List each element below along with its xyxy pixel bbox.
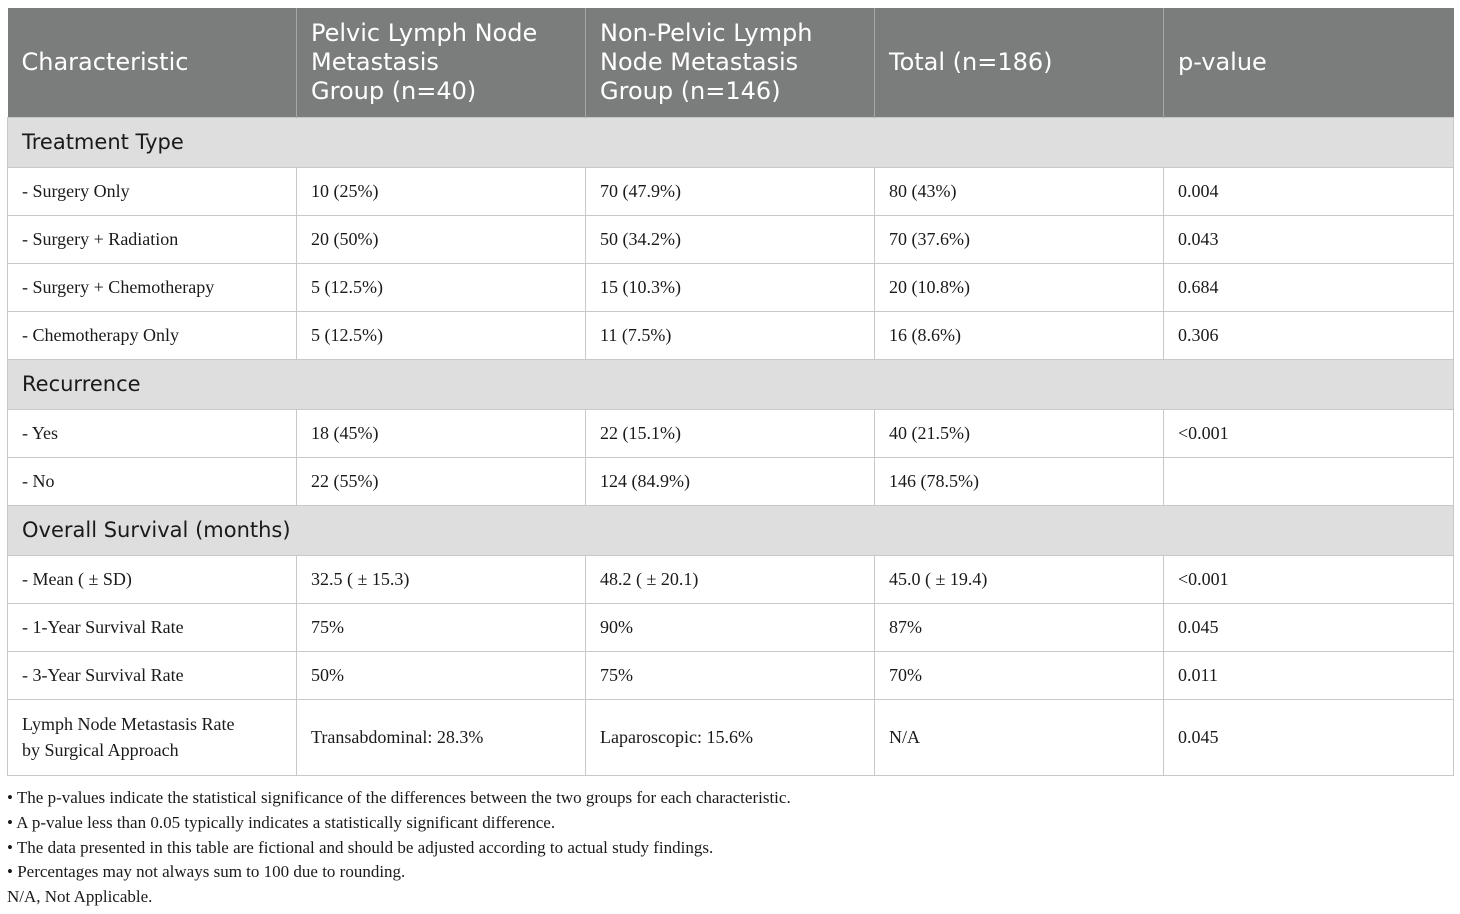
cell-total: 146 (78.5%): [875, 457, 1164, 505]
cell-total: N/A: [875, 699, 1164, 775]
table-row: [8, 651, 1454, 699]
cell-non-pelvic: 70 (47.9%): [586, 167, 875, 215]
cell-total: 40 (21.5%): [875, 409, 1164, 457]
footnote: N/A, Not Applicable.: [7, 887, 153, 907]
cell-p-value: 0.045: [1164, 603, 1454, 651]
section-row-recurrence: [8, 359, 1454, 409]
cell-non-pelvic: 90%: [586, 603, 875, 651]
results-table: [7, 8, 1454, 776]
row-label: - Chemotherapy Only: [8, 311, 297, 359]
header-row: [8, 8, 1454, 117]
header-line: Group (n=146): [600, 76, 781, 105]
table-row: [8, 311, 1454, 359]
row-label-line: by Surgical Approach: [22, 740, 179, 760]
header-line: p-value: [1178, 47, 1267, 76]
section-title: Treatment Type: [8, 117, 1454, 167]
cell-non-pelvic: 48.2 ( ± 20.1): [586, 555, 875, 603]
cell-total: 16 (8.6%): [875, 311, 1164, 359]
table-row: [8, 215, 1454, 263]
row-label: - 3-Year Survival Rate: [8, 651, 297, 699]
row-label: - No: [8, 457, 297, 505]
row-label: - Surgery Only: [8, 167, 297, 215]
cell-total: 70 (37.6%): [875, 215, 1164, 263]
header-p-value: [1164, 8, 1454, 117]
cell-p-value: <0.001: [1164, 555, 1454, 603]
cell-non-pelvic: 75%: [586, 651, 875, 699]
row-label-line: Lymph Node Metastasis Rate: [22, 714, 235, 734]
cell-pelvic: 50%: [297, 651, 586, 699]
cell-pelvic: 5 (12.5%): [297, 311, 586, 359]
header-line: Pelvic Lymph Node: [311, 18, 538, 47]
cell-p-value: 0.004: [1164, 167, 1454, 215]
table-container: [7, 8, 1453, 776]
cell-p-value: [1164, 457, 1454, 505]
cell-total: 45.0 ( ± 19.4): [875, 555, 1164, 603]
cell-p-value: 0.684: [1164, 263, 1454, 311]
table-row: [8, 555, 1454, 603]
section-title: Recurrence: [8, 359, 1454, 409]
cell-p-value: 0.045: [1164, 699, 1454, 775]
cell-p-value: 0.306: [1164, 311, 1454, 359]
table-row-surgical-approach: [8, 699, 1454, 775]
row-label: - 1-Year Survival Rate: [8, 603, 297, 651]
cell-p-value: <0.001: [1164, 409, 1454, 457]
cell-non-pelvic: Laparoscopic: 15.6%: [586, 699, 875, 775]
cell-non-pelvic: 50 (34.2%): [586, 215, 875, 263]
cell-total: 80 (43%): [875, 167, 1164, 215]
cell-non-pelvic: 22 (15.1%): [586, 409, 875, 457]
footnote: • Percentages may not always sum to 100 due to rounding.: [7, 862, 406, 882]
row-label: - Mean ( ± SD): [8, 555, 297, 603]
header-line: Total (n=186): [889, 47, 1053, 76]
row-label: - Yes: [8, 409, 297, 457]
table-row: [8, 409, 1454, 457]
header-line: Group (n=40): [311, 76, 477, 105]
cell-pelvic: 10 (25%): [297, 167, 586, 215]
table-row: [8, 167, 1454, 215]
cell-total: 70%: [875, 651, 1164, 699]
section-row-overall-survival: [8, 505, 1454, 555]
table-row: [8, 263, 1454, 311]
cell-non-pelvic: 11 (7.5%): [586, 311, 875, 359]
header-characteristic: [8, 8, 297, 117]
header-non-pelvic-group: [586, 8, 875, 117]
cell-pelvic: 75%: [297, 603, 586, 651]
header-total: [875, 8, 1164, 117]
footnotes: [7, 786, 791, 910]
header-line: Non-Pelvic Lymph: [600, 18, 813, 47]
header-line: Node Metastasis: [600, 47, 799, 76]
cell-pelvic: 22 (55%): [297, 457, 586, 505]
header-line: Characteristic: [21, 47, 189, 76]
table-row: [8, 457, 1454, 505]
cell-pelvic: Transabdominal: 28.3%: [297, 699, 586, 775]
section-title: Overall Survival (months): [8, 505, 1454, 555]
header-line: Metastasis: [311, 47, 439, 76]
footnote: • The p-values indicate the statistical significance of the differences between the two groups for each characteristic.: [7, 788, 791, 807]
cell-non-pelvic: 124 (84.9%): [586, 457, 875, 505]
footnote: • The data presented in this table are fictional and should be adjusted according to actual study findings.: [7, 837, 714, 857]
section-row-treatment-type: [8, 117, 1454, 167]
cell-pelvic: 5 (12.5%): [297, 263, 586, 311]
table-row: [8, 603, 1454, 651]
header-pelvic-group: [297, 8, 586, 117]
cell-pelvic: 18 (45%): [297, 409, 586, 457]
cell-p-value: 0.011: [1164, 651, 1454, 699]
row-label: - Surgery + Chemotherapy: [8, 263, 297, 311]
cell-pelvic: 20 (50%): [297, 215, 586, 263]
cell-total: 20 (10.8%): [875, 263, 1164, 311]
footnote: • A p-value less than 0.05 typically indicates a statistically significant difference.: [7, 812, 556, 832]
cell-non-pelvic: 15 (10.3%): [586, 263, 875, 311]
row-label: - Surgery + Radiation: [8, 215, 297, 263]
cell-pelvic: 32.5 ( ± 15.3): [297, 555, 586, 603]
cell-p-value: 0.043: [1164, 215, 1454, 263]
cell-total: 87%: [875, 603, 1164, 651]
row-label: [8, 699, 297, 775]
